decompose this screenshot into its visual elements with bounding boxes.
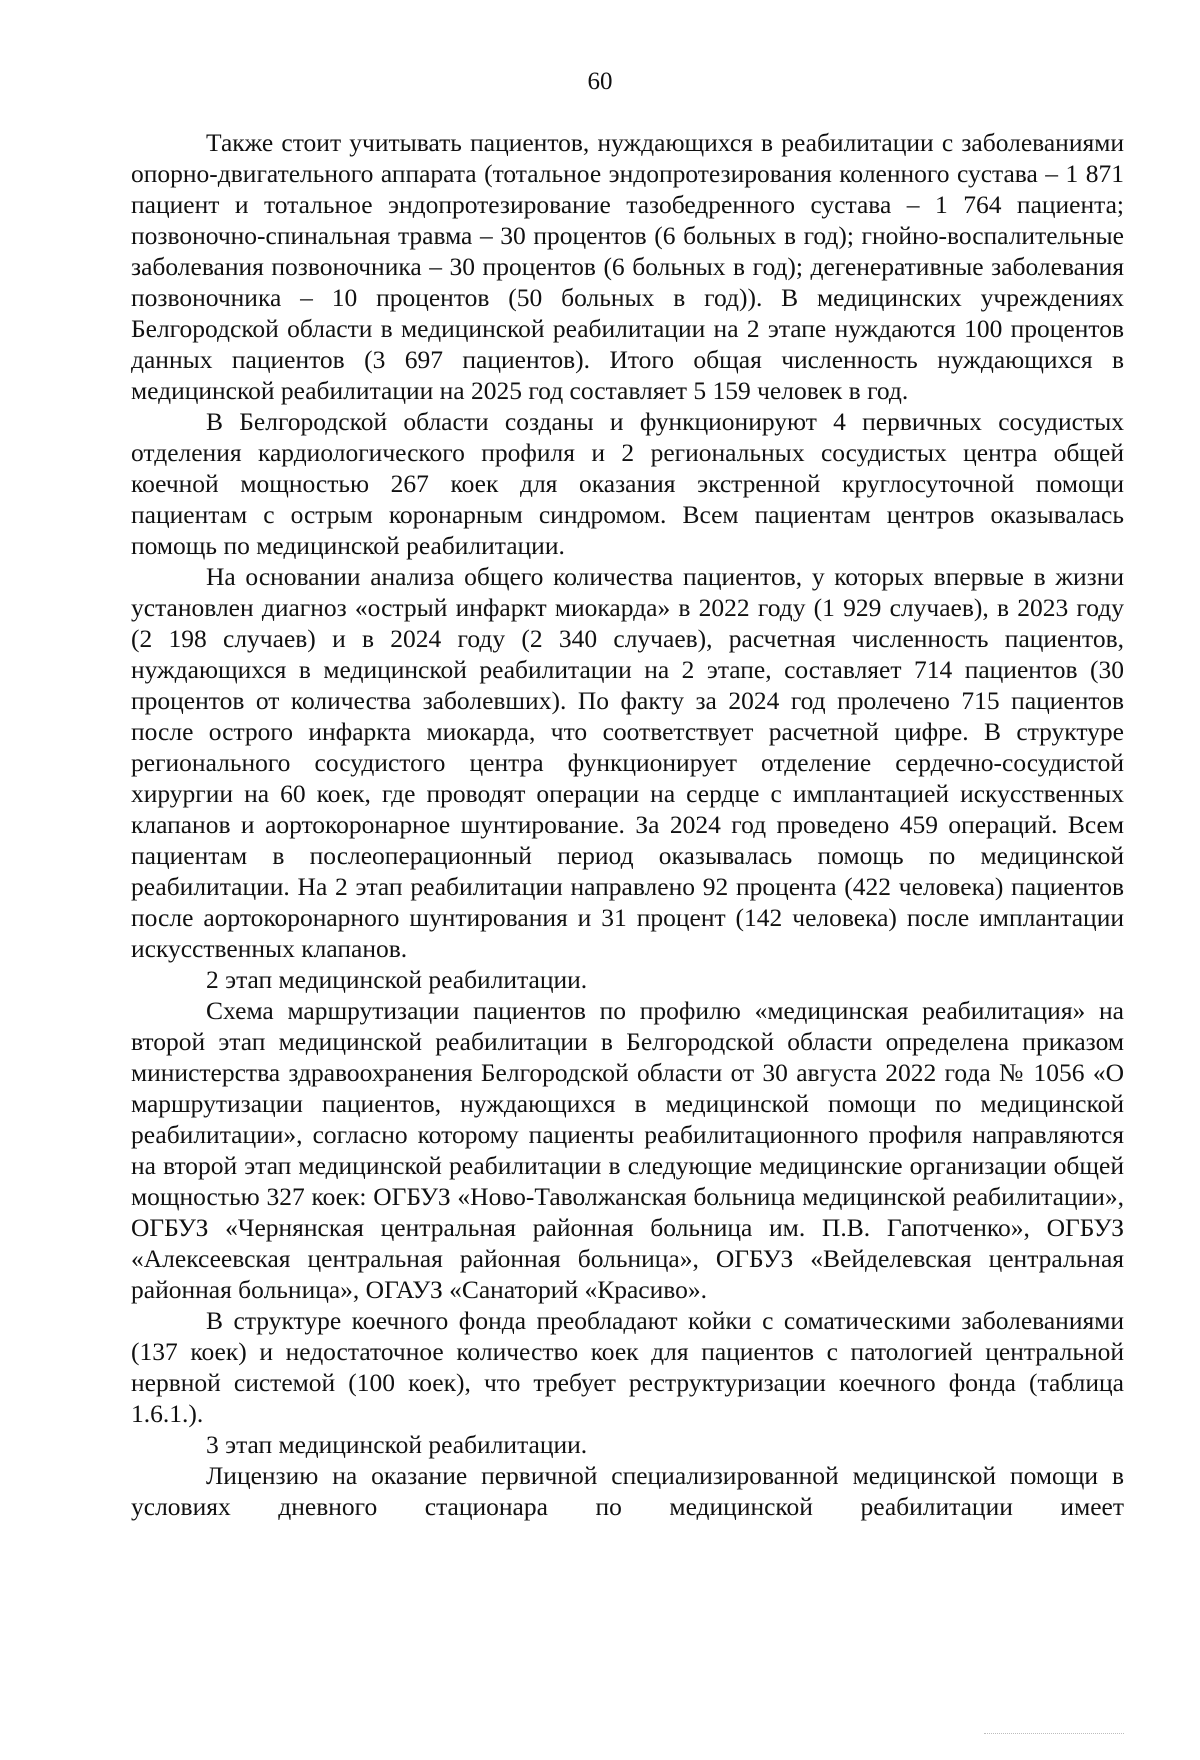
- page-number: 60: [587, 68, 613, 95]
- scan-edge-mark: [984, 1733, 1124, 1734]
- paragraph-license: Лицензию на оказание первичной специализированной медицинской помощи в условиях дневного стационара по медицинской реабилитации имеет: [131, 1461, 1124, 1521]
- paragraph-myocardial-infarction: На основании анализа общего количества пациентов, у которых впервые в жизни установлен диагноз «острый инфаркт миокарда» в 2022 году (1 929 случаев), в 2023 году (2 198 случаев) и в 2024 году (2 340 случаев), расчетная численность пациентов, нуждающихся в медицинской реабилитации на 2 этапе, составляет 714 пациентов (30 процентов от количества заболевших). По факту за 2024 год пролечено 715 пациентов после острого инфаркта миокарда, что соответствует расчетной цифре. В структуре регионального сосудистого центра функционирует отделение сердечно-сосудистой хирургии на 60 коек, где проводят операции на сердце с имплантацией искусственных клапанов и аортокоронарное шунтирование. За 2024 год проведено 459 операций. Всем пациентам в послеоперационный период оказывалась помощь по медицинской реабилитации. На 2 этап реабилитации направлено 92 процента (422 человека) пациентов после аортокоронарного шунтирования и 31 процент (142 человека) после имплантации искусственных клапанов.: [131, 562, 1124, 963]
- document-body: [131, 127, 1124, 1522]
- paragraph-routing-scheme: Схема маршрутизации пациентов по профилю «медицинская реабилитация» на второй этап медицинской реабилитации в Белгородской области определена приказом министерства здравоохранения Белгородской области от 30 августа 2022 года № 1056 «О маршрутизации пациентов, нуждающихся в медицинской помощи по медицинской реабилитации», согласно которому пациенты реабилитационного профиля направляются на второй этап медицинской реабилитации в следующие медицинские организации общей мощностью 327 коек: ОГБУЗ «Ново-Таволжанская больница медицинской реабилитации», ОГБУЗ «Чернянская центральная районная больница им. П.В. Гапотченко», ОГБУЗ «Алексеевская центральная районная больница», ОГБУЗ «Вейделевская центральная районная больница», ОГАУЗ «Санаторий «Красиво».: [131, 996, 1124, 1304]
- paragraph-musculoskeletal-rehab: Также стоит учитывать пациентов, нуждающихся в реабилитации с заболеваниями опорно-двигательного аппарата (тотальное эндопротезирования коленного сустава – 1 871 пациент и тотальное эндопротезирование тазобедренного сустава – 1 764 пациента; позвоночно-спинальная травма – 30 процентов (6 больных в год); гнойно-воспалительные заболевания позвоночника – 30 процентов (6 больных в год); дегенеративные заболевания позвоночника – 10 процентов (50 больных в год)). В медицинских учреждениях Белгородской области в медицинской реабилитации на 2 этапе нуждаются 100 процентов данных пациентов (3 697 пациентов). Итого общая численность нуждающихся в медицинской реабилитации на 2025 год составляет 5 159 человек в год.: [131, 128, 1124, 405]
- section-heading-stage-3: 3 этап медицинской реабилитации.: [206, 1430, 588, 1459]
- section-heading-stage-2: 2 этап медицинской реабилитации.: [206, 965, 588, 994]
- paragraph-vascular-centers: В Белгородской области созданы и функционируют 4 первичных сосудистых отделения кардиологического профиля и 2 региональных сосудистых центра общей коечной мощностью 267 коек для оказания экстренной круглосуточной помощи пациентам с острым коронарным синдромом. Всем пациентам центров оказывалась помощь по медицинской реабилитации.: [131, 407, 1124, 560]
- paragraph-bed-fund: В структуре коечного фонда преобладают койки с соматическими заболеваниями (137 коек) и недостаточное количество коек для пациентов с патологией центральной нервной системой (100 коек), что требует реструктуризации коечного фонда (таблица 1.6.1.).: [131, 1306, 1124, 1428]
